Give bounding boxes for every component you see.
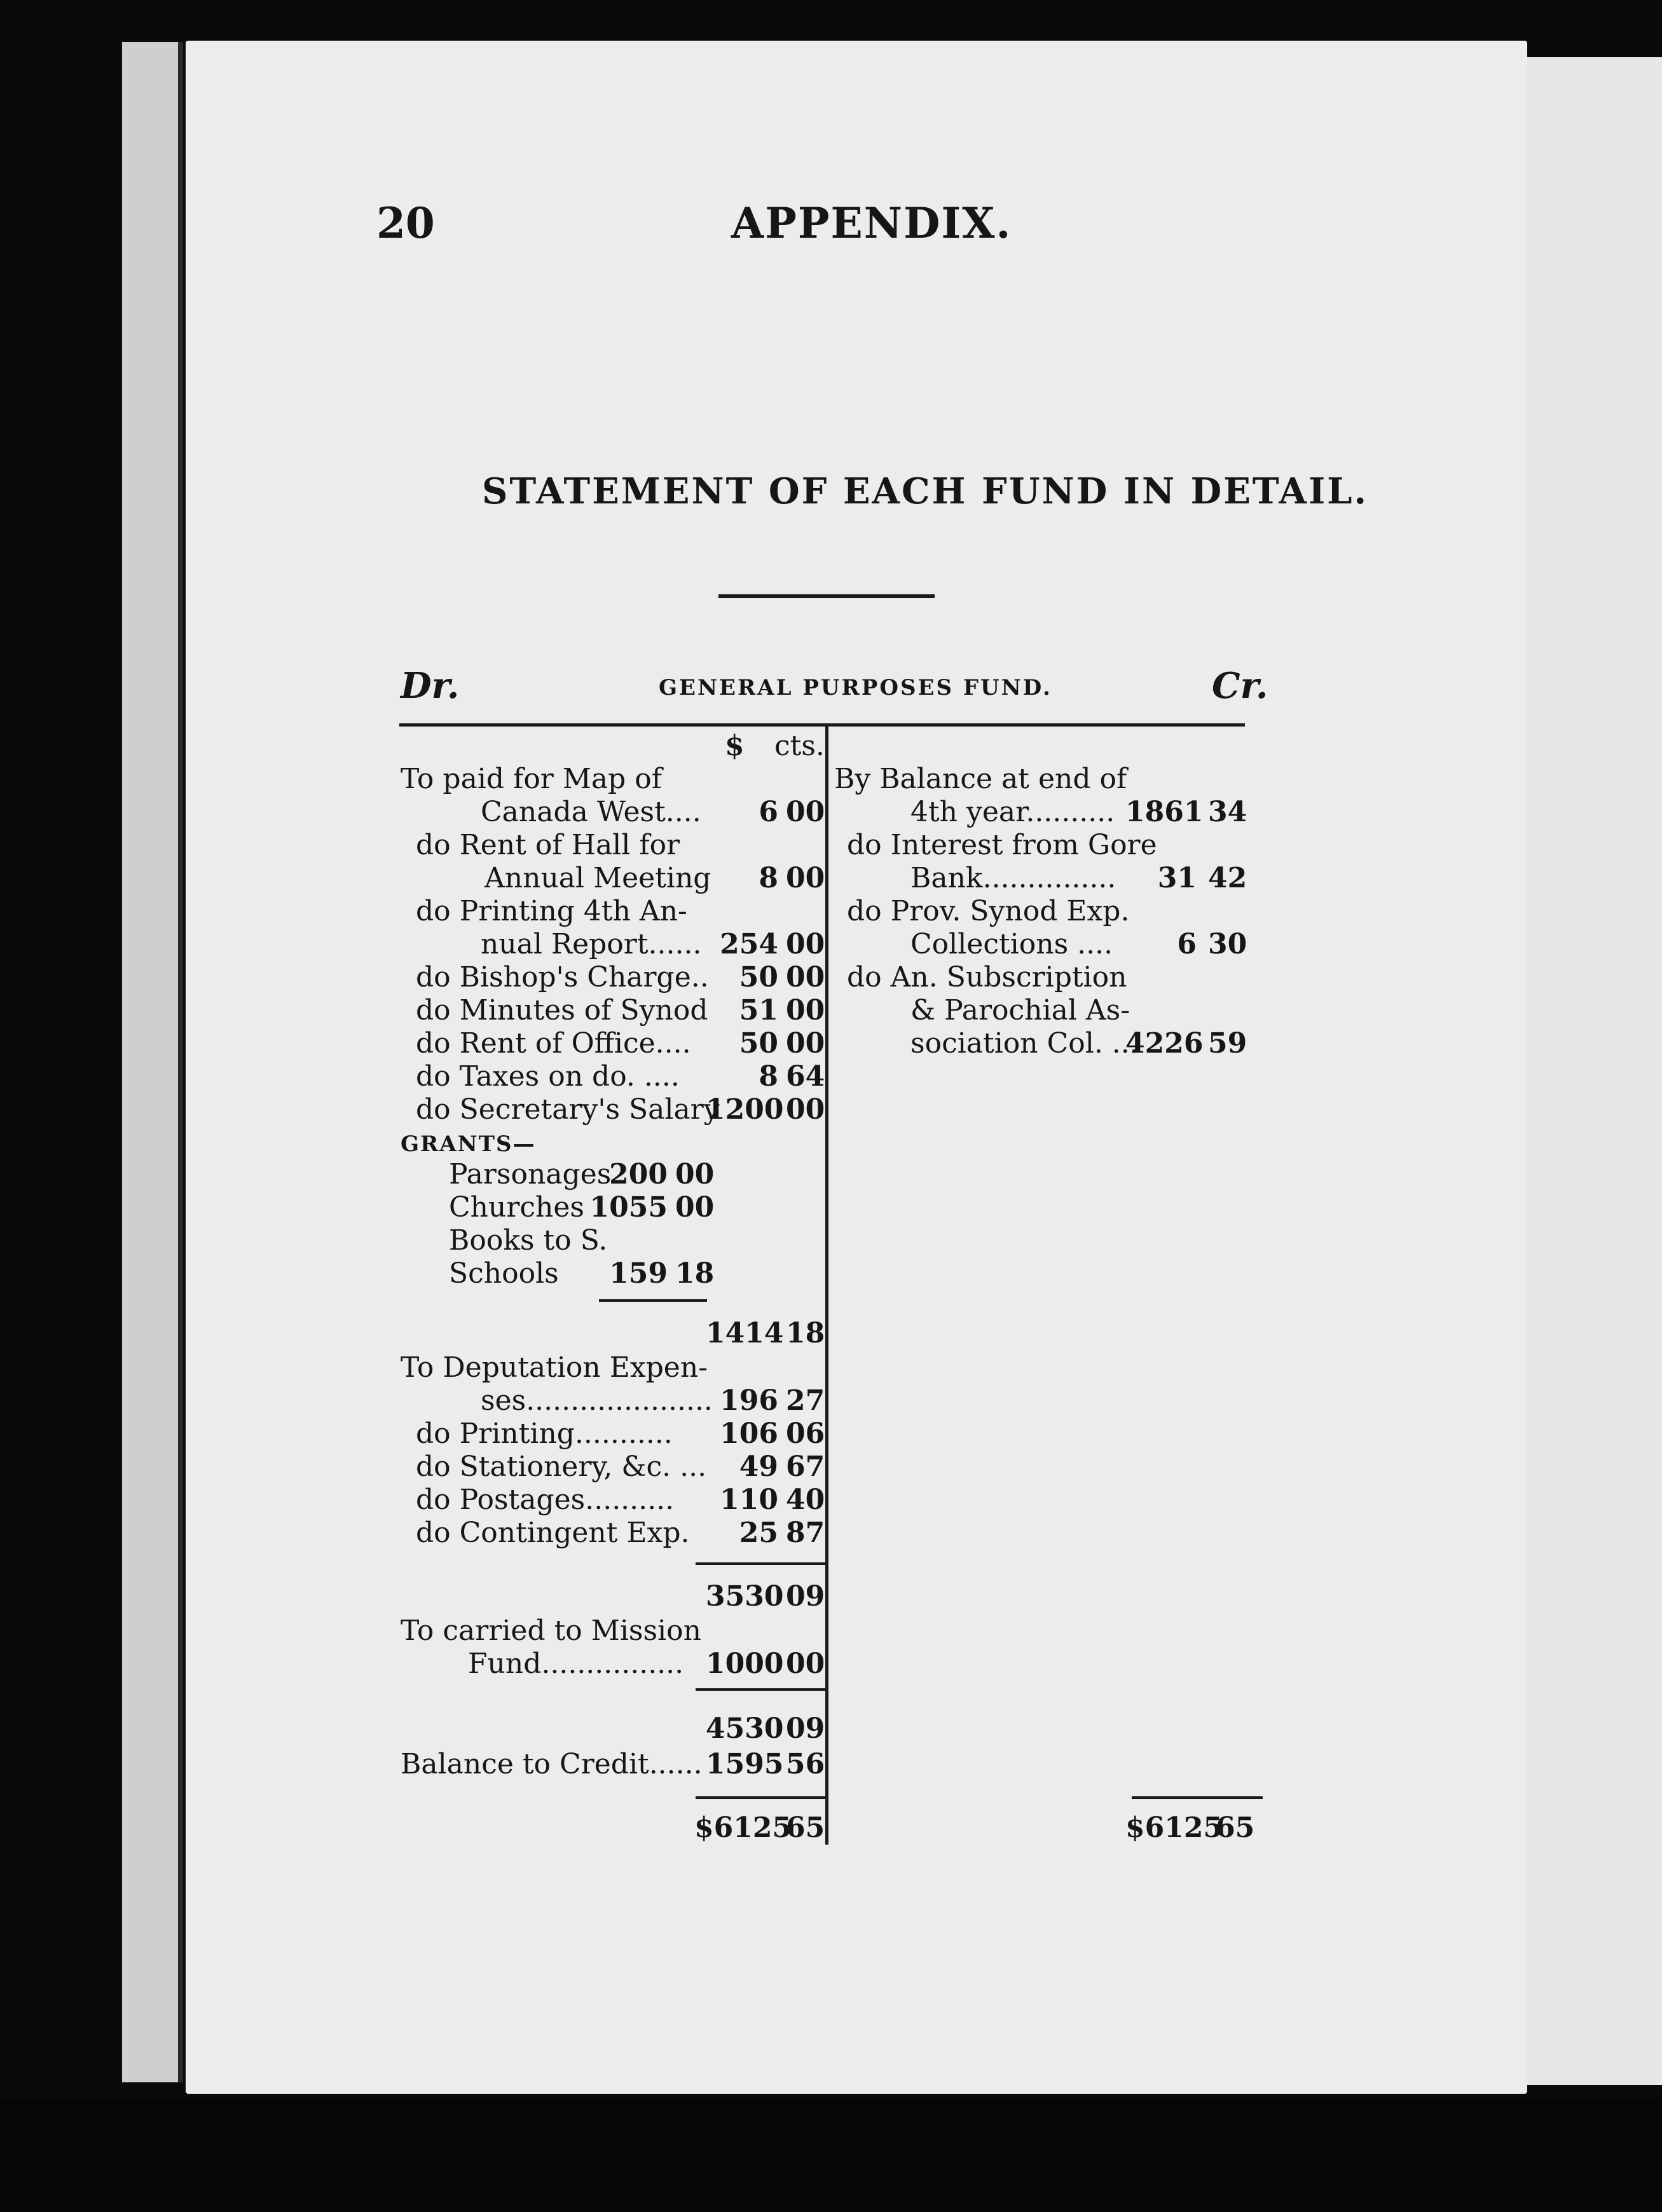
debit-printing-dollars: 106: [720, 1417, 778, 1450]
debit-deputation-line2: ses.....................: [481, 1384, 713, 1417]
debit-charge-cents: 00: [786, 961, 825, 993]
debit-mission-line2: Fund................: [468, 1648, 684, 1680]
credit-synod-line2: Collections ....: [910, 928, 1113, 960]
debit-report-dollars: 254: [720, 928, 778, 960]
debit-hall-cents: 00: [786, 862, 825, 894]
subtotal1-cents: 09: [786, 1580, 825, 1613]
debit-mission-cents: 00: [786, 1648, 825, 1680]
debit-taxes-cents: 64: [786, 1060, 825, 1093]
debit-total-rule: [696, 1796, 827, 1799]
debit-contingent-cents: 87: [786, 1517, 825, 1549]
debit-map-line1: To paid for Map of: [401, 763, 663, 795]
debit-postages-cents: 40: [786, 1484, 825, 1516]
debit-map-line2: Canada West....: [481, 796, 701, 828]
grant-parsonages-dollars: 200: [609, 1158, 668, 1191]
document-page: [186, 41, 1527, 2094]
credit-synod-line1: do Prov. Synod Exp.: [847, 895, 1130, 927]
debit-deputation-cents: 27: [786, 1384, 825, 1417]
debit-taxes-dollars: 8: [759, 1060, 778, 1093]
debit-total-dollars: $6125: [694, 1812, 792, 1844]
subtotal2-rule: [696, 1688, 827, 1691]
page-number: 20: [376, 198, 435, 248]
credit-subscription-cents: 59: [1208, 1027, 1247, 1060]
grant-schools-label: Schools: [449, 1257, 559, 1290]
credit-interest-line2: Bank...............: [910, 862, 1116, 894]
scan-background: [0, 2098, 1662, 2212]
debit-hall-line2: Annual Meeting: [484, 862, 711, 894]
debit-charge-dollars: 50: [739, 961, 778, 993]
credit-interest-dollars: 31: [1157, 862, 1197, 894]
book-binding: [122, 42, 183, 2082]
credit-total-rule: [1132, 1796, 1263, 1799]
column-divider: [825, 726, 828, 1845]
credit-balance-line2: 4th year..........: [910, 796, 1115, 828]
grant-churches-label: Churches: [449, 1191, 584, 1224]
subtotal1-rule: [696, 1562, 827, 1565]
debit-hall-dollars: 8: [759, 862, 778, 894]
grant-parsonages-label: Parsonages: [449, 1158, 612, 1191]
grant-parsonages-cents: 00: [675, 1158, 715, 1191]
credit-total-cents: 65: [1216, 1812, 1255, 1844]
debit-taxes-label: do Taxes on do. ....: [416, 1060, 680, 1093]
grants-sum-rule: [599, 1299, 707, 1302]
statement-title: STATEMENT OF EACH FUND IN DETAIL.: [482, 470, 1369, 512]
credit-balance-cents: 34: [1208, 796, 1247, 828]
credit-interest-cents: 42: [1208, 862, 1247, 894]
subtotal1-dollars: 3530: [706, 1580, 784, 1613]
debit-salary-dollars: 1200: [706, 1093, 784, 1126]
credit-interest-line1: do Interest from Gore: [847, 829, 1157, 861]
credit-balance-dollars: 1861: [1125, 796, 1204, 828]
subtotal2-dollars: 4530: [706, 1712, 784, 1745]
dollar-column-header: $: [725, 730, 745, 762]
grant-churches-dollars: 1055: [589, 1191, 668, 1224]
subtotal2-cents: 09: [786, 1712, 825, 1745]
credit-synod-dollars: 6: [1177, 928, 1197, 960]
debit-office-cents: 00: [786, 1027, 825, 1060]
debit-mission-line1: To carried to Mission: [401, 1615, 701, 1647]
running-title: APPENDIX.: [731, 198, 1012, 248]
facing-page-edge: [1526, 57, 1662, 2085]
debit-salary-label: do Secretary's Salary: [416, 1093, 720, 1126]
grant-schools-dollars: 159: [609, 1257, 668, 1290]
debit-map-cents: 00: [786, 796, 825, 828]
fund-name: GENERAL PURPOSES FUND.: [659, 675, 1052, 700]
debit-minutes-cents: 00: [786, 994, 825, 1027]
credit-subscription-line2: & Parochial As-: [910, 994, 1130, 1027]
credit-subscription-line1: do An. Subscription: [847, 961, 1127, 993]
debit-postages-dollars: 110: [720, 1484, 778, 1516]
debit-mission-dollars: 1000: [706, 1648, 784, 1680]
debit-label: Dr.: [401, 665, 460, 707]
debit-balance-cents: 56: [786, 1748, 825, 1780]
grant-schools-cents: 18: [675, 1257, 715, 1290]
debit-balance-dollars: 1595: [706, 1748, 784, 1780]
credit-subscription-line3: sociation Col. ...: [910, 1027, 1139, 1060]
debit-salary-cents: 00: [786, 1093, 825, 1126]
debit-report-line1: do Printing 4th An-: [416, 895, 687, 927]
debit-total-cents: 65: [786, 1812, 825, 1844]
debit-office-label: do Rent of Office....: [416, 1027, 691, 1060]
debit-report-line2: nual Report......: [481, 928, 702, 960]
grant-churches-cents: 00: [675, 1191, 715, 1224]
debit-deputation-dollars: 196: [720, 1384, 778, 1417]
debit-deputation-line1: To Deputation Expen-: [401, 1351, 708, 1384]
debit-minutes-dollars: 51: [739, 994, 778, 1027]
credit-balance-line1: By Balance at end of: [834, 763, 1127, 795]
debit-postages-label: do Postages..........: [416, 1484, 675, 1516]
credit-subscription-dollars: 4226: [1125, 1027, 1204, 1060]
debit-stationery-dollars: 49: [739, 1451, 778, 1483]
debit-stationery-cents: 67: [786, 1451, 825, 1483]
debit-stationery-label: do Stationery, &c. ...: [416, 1451, 707, 1483]
debit-map-dollars: 6: [759, 796, 778, 828]
grants-label: GRANTS—: [401, 1131, 536, 1157]
debit-contingent-dollars: 25: [739, 1517, 778, 1549]
credit-label: Cr.: [1212, 665, 1268, 707]
title-rule: [718, 594, 935, 598]
debit-charge-label: do Bishop's Charge..: [416, 961, 709, 993]
debit-hall-line1: do Rent of Hall for: [416, 829, 680, 861]
credit-synod-cents: 30: [1208, 928, 1247, 960]
grants-total-dollars: 1414: [706, 1317, 784, 1349]
grants-total-cents: 18: [786, 1317, 825, 1349]
cents-column-header: cts.: [774, 730, 825, 762]
debit-printing-label: do Printing...........: [416, 1417, 673, 1450]
debit-contingent-label: do Contingent Exp.: [416, 1517, 690, 1549]
debit-balance-label: Balance to Credit......: [401, 1748, 703, 1780]
debit-minutes-label: do Minutes of Synod: [416, 994, 708, 1027]
debit-office-dollars: 50: [739, 1027, 778, 1060]
ledger-top-rule: [399, 723, 1245, 727]
debit-printing-cents: 06: [786, 1417, 825, 1450]
grant-books-line1: Books to S.: [449, 1224, 608, 1257]
debit-report-cents: 00: [786, 928, 825, 960]
credit-total-dollars: $6125: [1125, 1812, 1223, 1844]
